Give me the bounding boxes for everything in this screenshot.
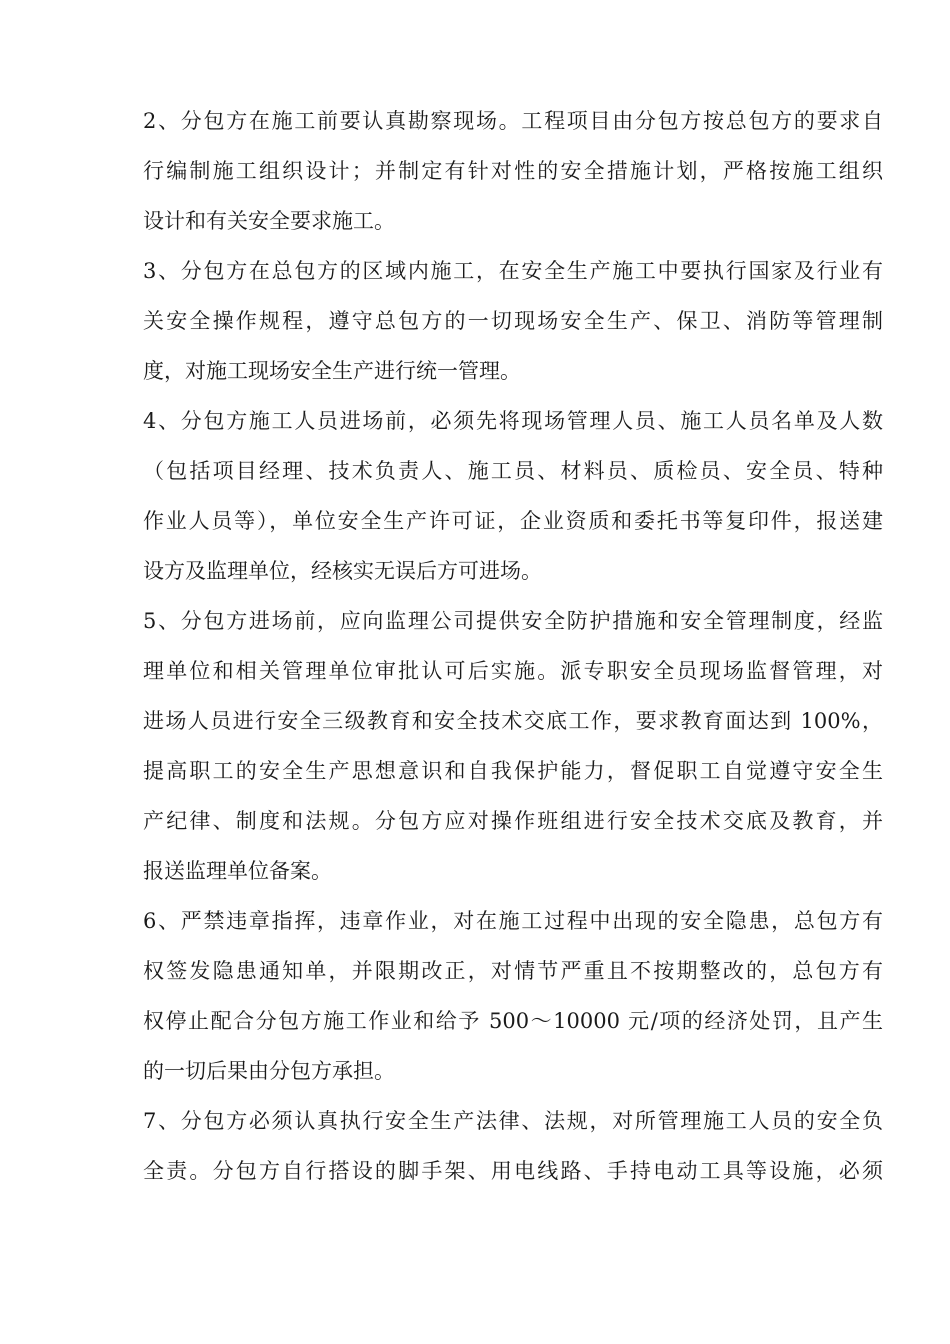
text-line: 4、分包方施工人员进场前，必须先将现场管理人员、施工人员名单及人数	[143, 409, 883, 433]
text-line: 作业人员等），单位安全生产许可证，企业资质和委托书等复印件，报送建	[143, 509, 883, 533]
text-line: 5、分包方进场前，应向监理公司提供安全防护措施和安全管理制度，经监	[143, 609, 883, 633]
text-line: 设计和有关安全要求施工。	[143, 209, 395, 233]
text-line: 6、严禁违章指挥，违章作业，对在施工过程中出现的安全隐患，总包方有	[143, 909, 883, 933]
text-line: 行编制施工组织设计；并制定有针对性的安全措施计划，严格按施工组织	[143, 159, 883, 183]
text-line: 产纪律、制度和法规。分包方应对操作班组进行安全技术交底及教育，并	[143, 809, 883, 833]
text-line: 设方及监理单位，经核实无误后方可进场。	[143, 559, 542, 583]
text-line: 3、分包方在总包方的区域内施工，在安全生产施工中要执行国家及行业有	[143, 259, 883, 283]
text-line: 提高职工的安全生产思想意识和自我保护能力，督促职工自觉遵守安全生	[143, 759, 883, 783]
text-line: 7、分包方必须认真执行安全生产法律、法规，对所管理施工人员的安全负	[143, 1109, 883, 1133]
text-line: 理单位和相关管理单位审批认可后实施。派专职安全员现场监督管理，对	[143, 659, 883, 683]
text-line: 2、分包方在施工前要认真勘察现场。工程项目由分包方按总包方的要求自	[143, 109, 883, 133]
text-line: 报送监理单位备案。	[143, 859, 332, 883]
text-line: 权停止配合分包方施工作业和给予 500～10000 元/项的经济处罚，且产生	[143, 1009, 883, 1033]
text-line: 度，对施工现场安全生产进行统一管理。	[143, 359, 521, 383]
text-line: （包括项目经理、技术负责人、施工员、材料员、质检员、安全员、特种	[143, 459, 883, 483]
text-line: 权签发隐患通知单，并限期改正，对情节严重且不按期整改的，总包方有	[143, 959, 883, 983]
text-line: 进场人员进行安全三级教育和安全技术交底工作，要求教育面达到 100%，	[143, 709, 883, 733]
text-line: 全责。分包方自行搭设的脚手架、用电线路、手持电动工具等设施，必须	[143, 1159, 883, 1183]
text-line: 关安全操作规程，遵守总包方的一切现场安全生产、保卫、消防等管理制	[143, 309, 883, 333]
text-line: 的一切后果由分包方承担。	[143, 1059, 395, 1083]
